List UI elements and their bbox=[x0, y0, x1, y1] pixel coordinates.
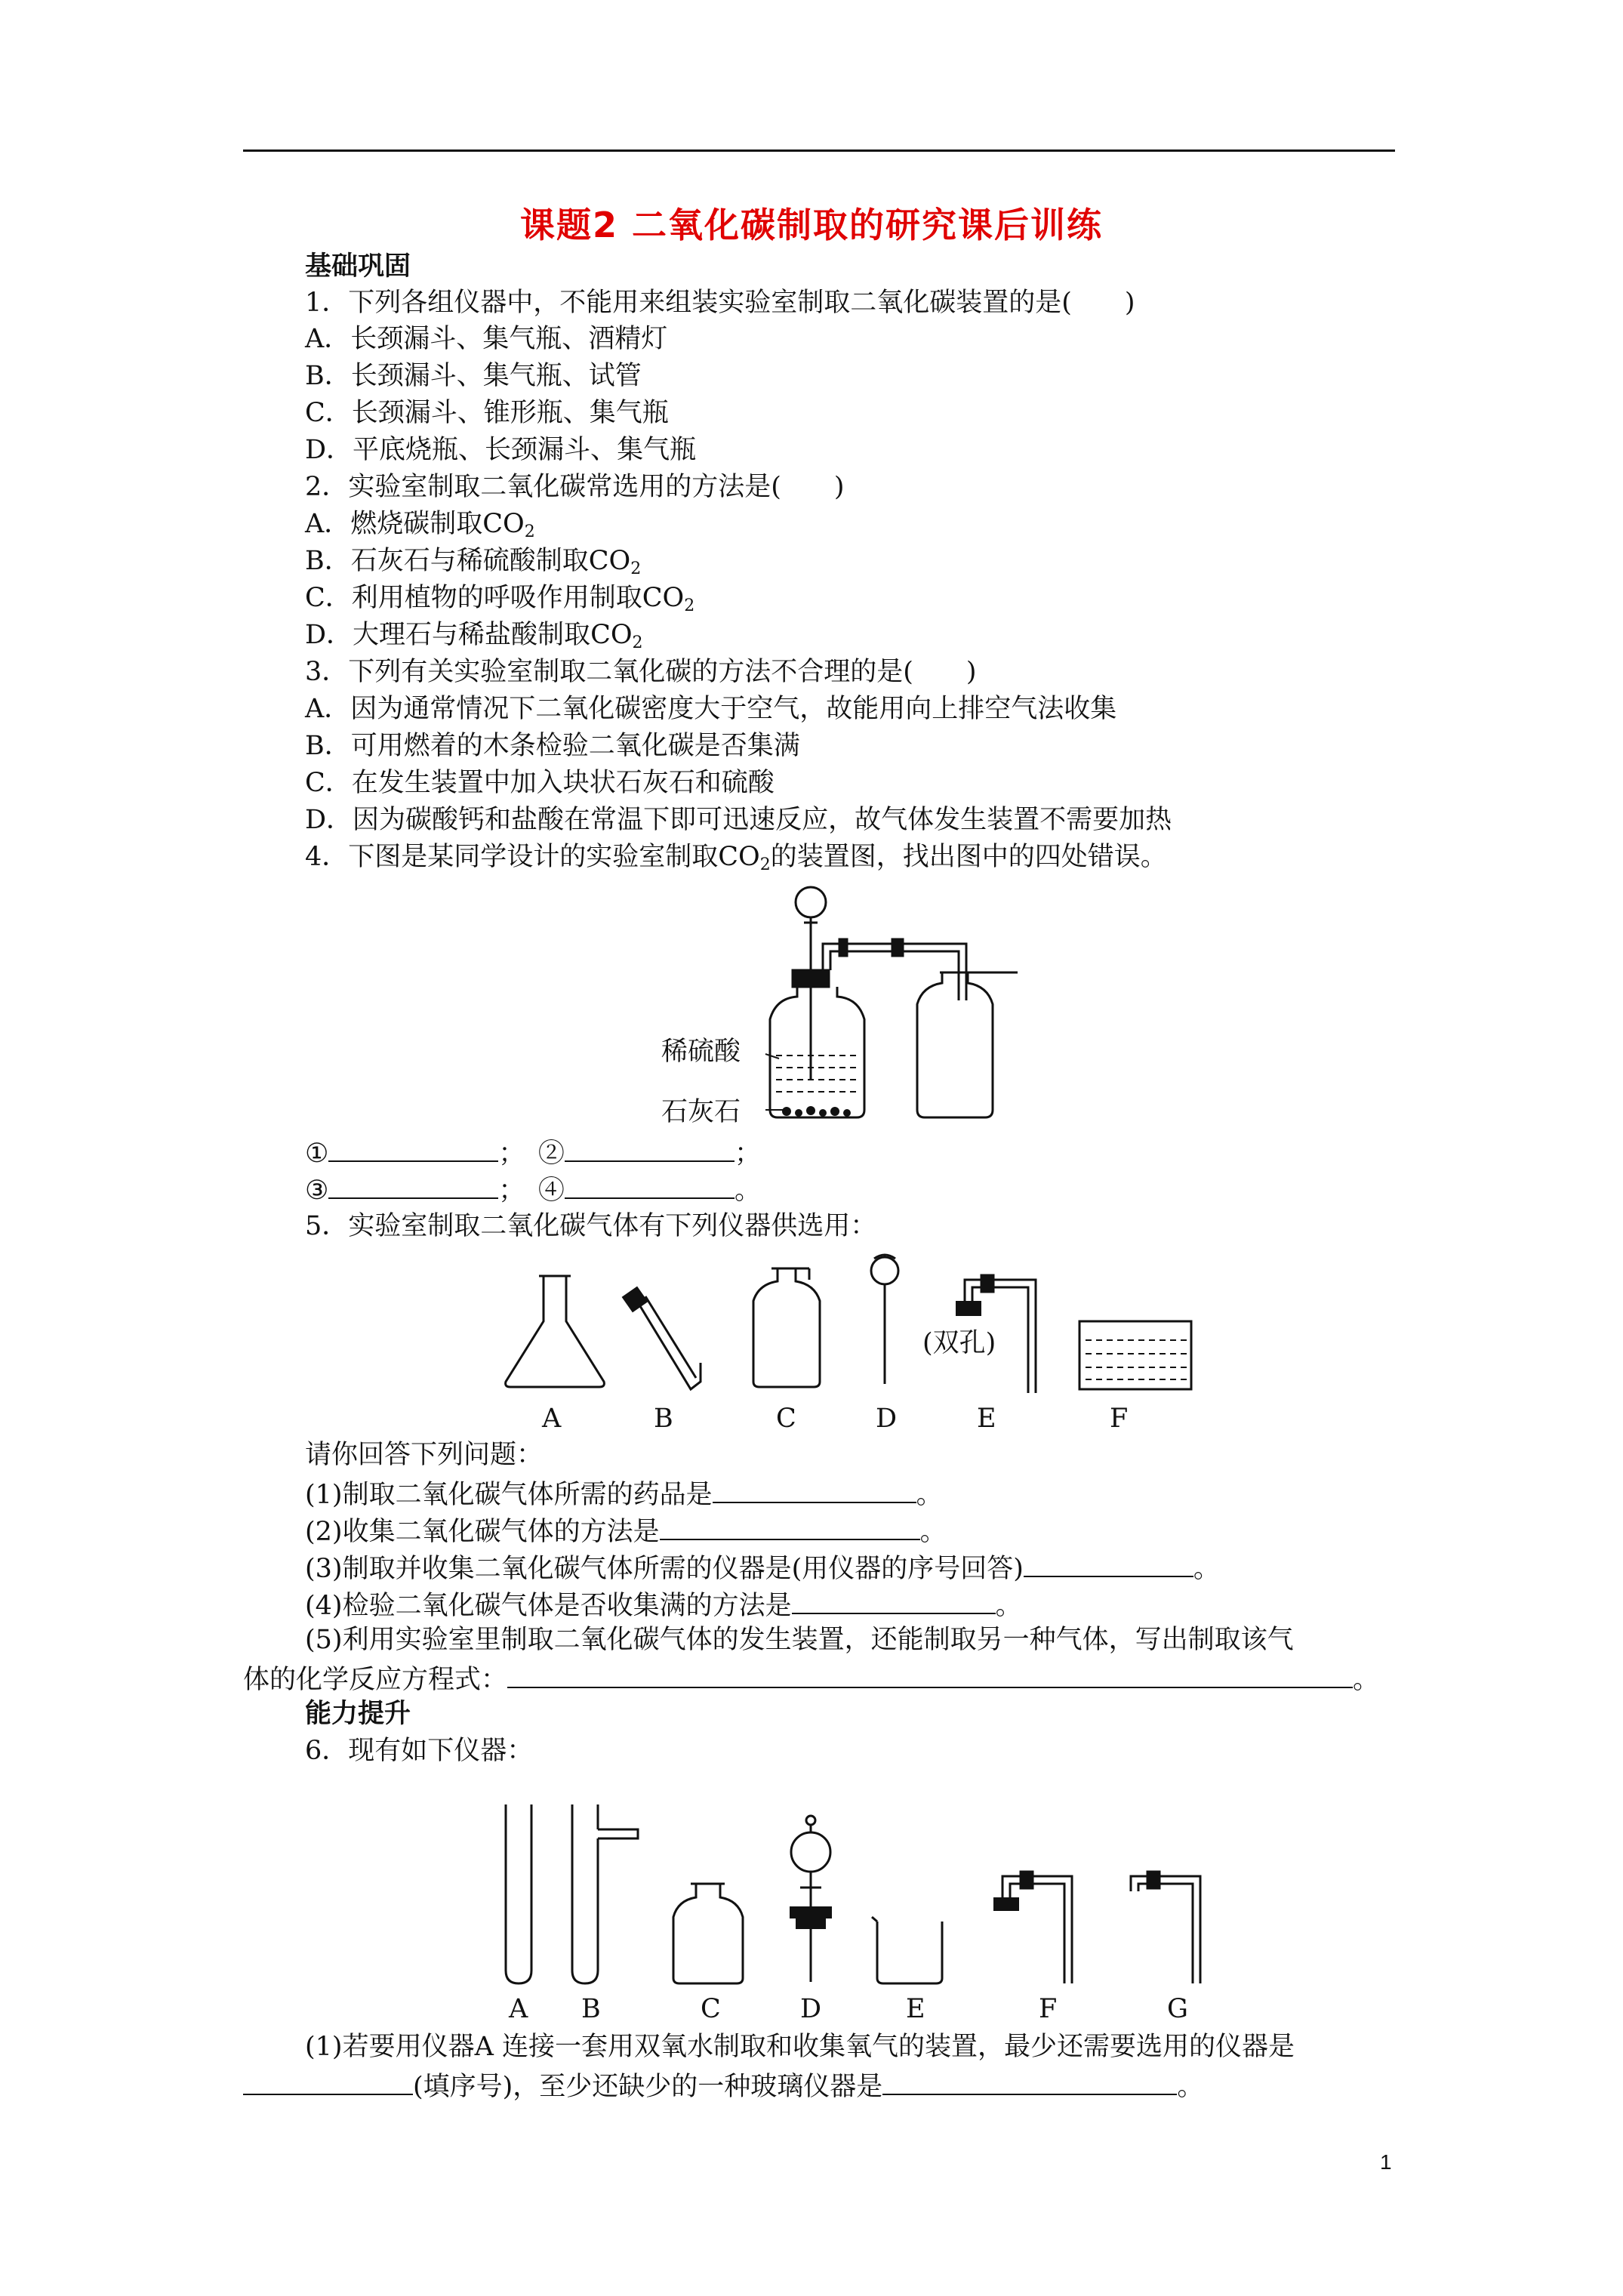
q4-blanks-row2: ③ ； ④ 。 bbox=[305, 1172, 761, 1207]
q5-label-b: B bbox=[654, 1404, 673, 1434]
q4-blanks-row1: ① ； ② ； bbox=[305, 1135, 761, 1170]
q6-label-c: C bbox=[701, 1994, 721, 2024]
q5-part3: (3)制取并收集二氧化碳气体所需的仪器是(用仪器的序号回答) 。 bbox=[305, 1550, 1220, 1585]
q6-instruments-figure bbox=[483, 1763, 1208, 1989]
generator-bottle bbox=[770, 987, 864, 1117]
q5-label-a: A bbox=[542, 1404, 562, 1434]
q5-part5-line1: (5)利用实验室里制取二氧化碳气体的发生装置，还能制取另一种气体，写出制取该气 bbox=[305, 1625, 1294, 1655]
q5-part5-line2: 体的化学反应方程式： 。 bbox=[243, 1661, 1379, 1696]
q2-option-d: D．大理石与稀盐酸制取$CO_2$ bbox=[305, 620, 643, 652]
q5-instruments-figure bbox=[498, 1250, 1193, 1431]
q5-label-d: D bbox=[876, 1404, 898, 1434]
q1-option-c: C．长颈漏斗、锥形瓶、集气瓶 bbox=[305, 398, 669, 428]
q1-option-a: A．长颈漏斗、集气瓶、酒精灯 bbox=[305, 324, 668, 354]
header-rule bbox=[243, 149, 1395, 152]
q3-option-d: D．因为碳酸钙和盐酸在常温下即可迅速反应，故气体发生装置不需要加热 bbox=[305, 805, 1172, 835]
section-basic: 基础巩固 bbox=[305, 251, 411, 282]
q5-label-f: F bbox=[1110, 1404, 1129, 1434]
label-dilute-sulfuric-acid: 稀硫酸 bbox=[661, 1037, 741, 1067]
q1-option-d: D．平底烧瓶、长颈漏斗、集气瓶 bbox=[305, 435, 697, 465]
test-tube bbox=[506, 1804, 531, 1983]
q6-label-g: G bbox=[1167, 1994, 1188, 2024]
q6-label-b: B bbox=[581, 1994, 601, 2024]
q2-option-a: A．燃烧碳制取$CO_2$ bbox=[305, 509, 535, 541]
separatory-funnel-bulb bbox=[796, 887, 826, 917]
q6-label-f: F bbox=[1039, 1994, 1058, 2024]
q5-part2: (2)收集二氧化碳气体的方法是 。 bbox=[305, 1513, 947, 1548]
q2-stem: 2．实验室制取二氧化碳常选用的方法是( ) bbox=[305, 472, 845, 502]
label-limestone: 石灰石 bbox=[661, 1097, 741, 1127]
q2-option-b: B．石灰石与稀硫酸制取$CO_2$ bbox=[305, 546, 642, 578]
q3-option-c: C．在发生装置中加入块状石灰石和硫酸 bbox=[305, 768, 775, 798]
q6-part1-line2: (填序号)，至少还缺少的一种玻璃仪器是 。 bbox=[243, 2068, 1203, 2103]
q6-label-e: E bbox=[906, 1994, 925, 2024]
q6-stem: 6．现有如下仪器： bbox=[305, 1736, 534, 1766]
page-number: 1 bbox=[1380, 2150, 1392, 2174]
double-hole-label: (双孔) bbox=[922, 1328, 996, 1358]
q6-part1-line1: (1)若要用仪器A 连接一套用双氧水制取和收集氧气的装置，最少还需要选用的仪器是 bbox=[305, 2032, 1295, 2062]
long-neck-funnel-bulb bbox=[871, 1257, 898, 1284]
q5-stem: 5．实验室制取二氧化碳气体有下列仪器供选用： bbox=[305, 1211, 877, 1241]
q5-part1: (1)制取二氧化碳气体所需的药品是 。 bbox=[305, 1476, 943, 1511]
section-advanced: 能力提升 bbox=[305, 1699, 411, 1729]
q6-label-a: A bbox=[509, 1994, 528, 2024]
q1-option-b: B．长颈漏斗、集气瓶、试管 bbox=[305, 361, 642, 391]
q6-label-d: D bbox=[800, 1994, 822, 2024]
q5-prompt: 请你回答下列问题： bbox=[305, 1440, 544, 1470]
q1-stem: 1．下列各组仪器中，不能用来组装实验室制取二氧化碳装置的是( ) bbox=[305, 288, 1135, 318]
q3-stem: 3．下列有关实验室制取二氧化碳的方法不合理的是( ) bbox=[305, 657, 977, 687]
page-title: 课题2 二氧化碳制取的研究课后训练 bbox=[519, 205, 1104, 245]
q5-label-c: C bbox=[776, 1404, 796, 1434]
q2-option-c: C．利用植物的呼吸作用制取$CO_2$ bbox=[305, 583, 695, 615]
erlenmeyer-flask bbox=[506, 1276, 605, 1387]
q5-label-e: E bbox=[977, 1404, 996, 1434]
q5-part4: (4)检验二氧化碳气体是否收集满的方法是 。 bbox=[305, 1587, 1022, 1622]
q4-stem: 4．下图是某同学设计的实验室制取$CO_2$的装置图，找出图中的四处错误。 bbox=[305, 842, 1167, 874]
q3-option-b: B．可用燃着的木条检验二氧化碳是否集满 bbox=[305, 731, 800, 761]
q3-option-a: A．因为通常情况下二氧化碳密度大于空气，故能用向上排空气法收集 bbox=[305, 694, 1117, 724]
